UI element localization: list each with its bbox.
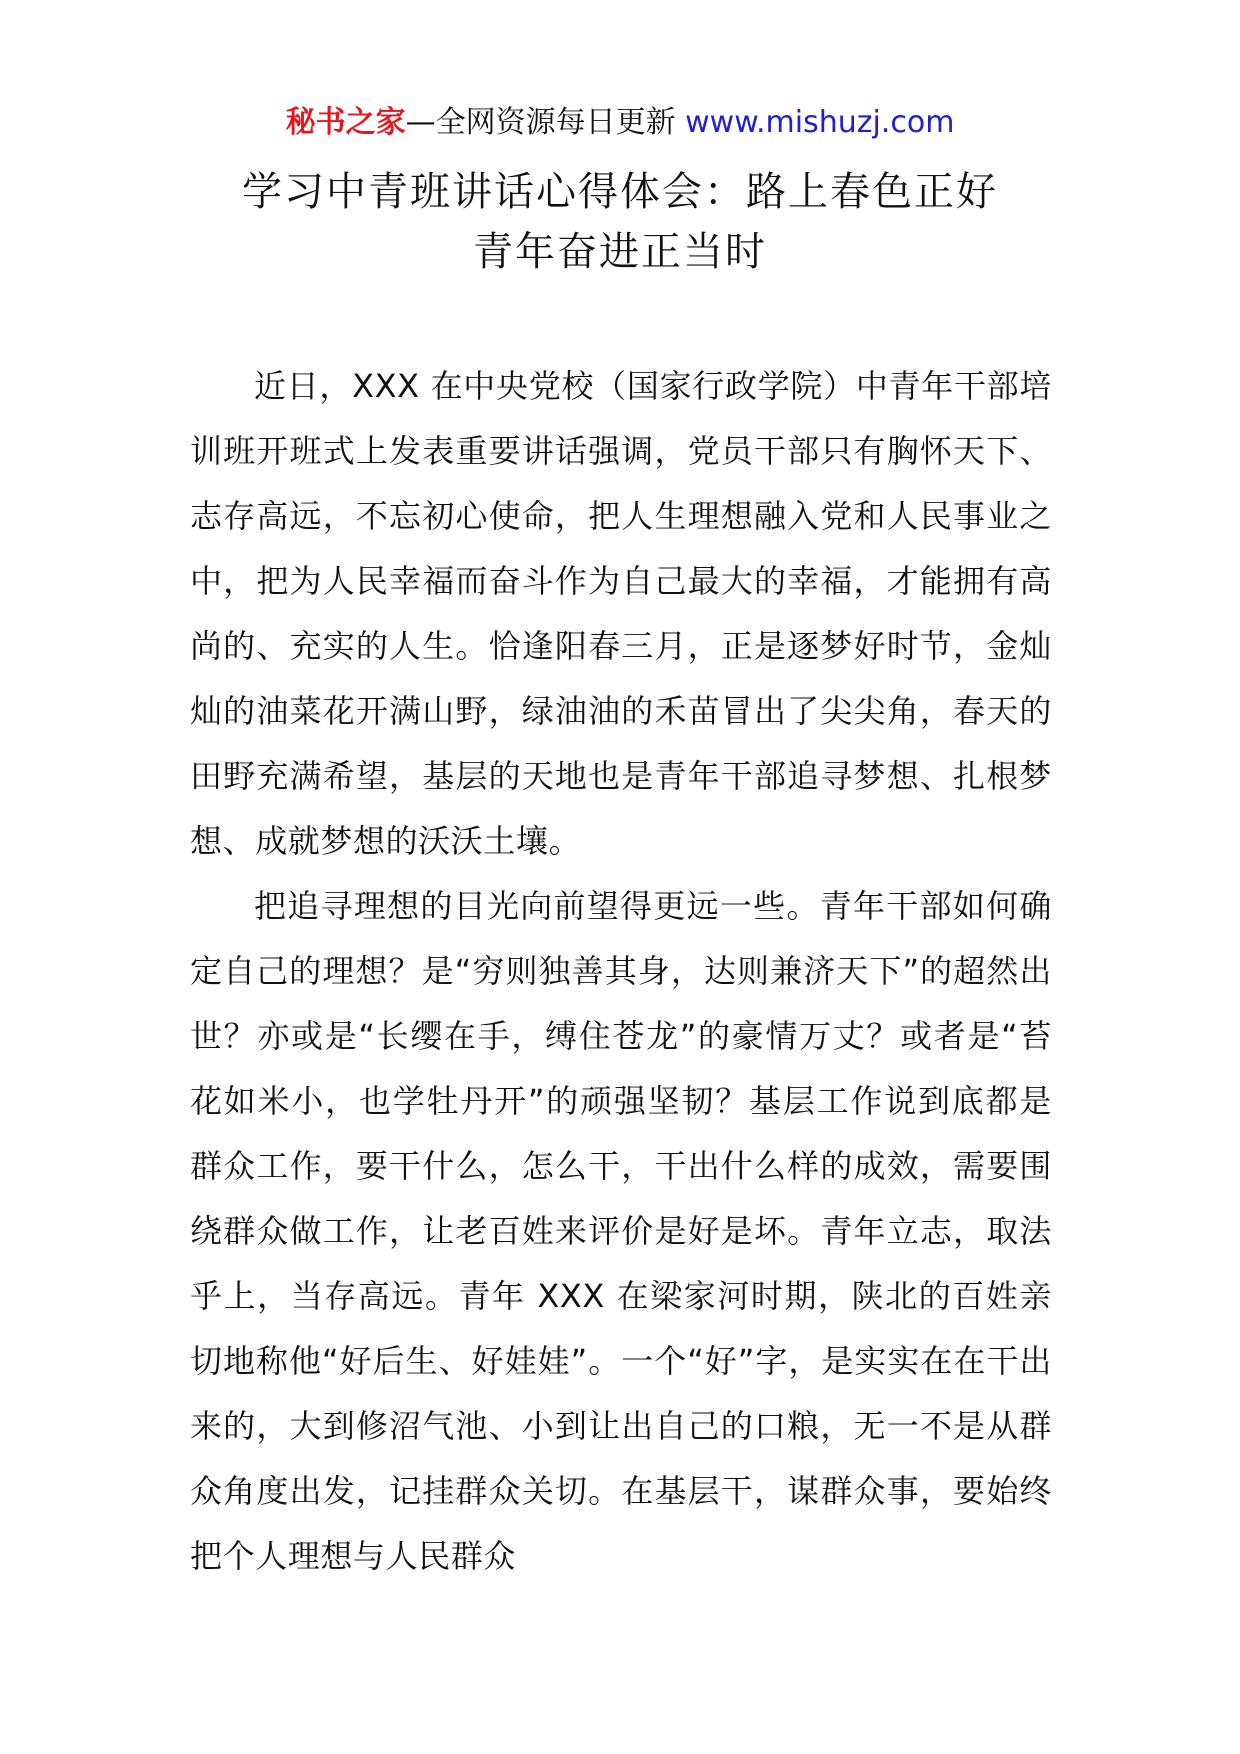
document-body bbox=[190, 354, 1052, 1589]
brand-name: 秘书之家 bbox=[285, 105, 406, 140]
header-tagline: —全网资源每日更新 bbox=[405, 105, 676, 140]
title-line-1: 学习中青班讲话心得体会：路上春色正好 bbox=[242, 169, 998, 215]
site-header bbox=[0, 103, 1240, 143]
body-paragraph-1: 近日，XXX 在中央党校（国家行政学院）中青年干部培训班开班式上发表重要讲话强调，党员干部只有胸怀天下、志存高远，不忘初心使命，把人生理想融入党和人民事业之中，把为人民幸福而奋斗作为自己最大的幸福，才能拥有高尚的、充实的人生。恰逢阳春三月，正是逐梦好时节，金灿灿的油菜花开满山野，绿油油的禾苗冒出了尖尖角，春天的田野充满希望，基层的天地也是青年干部追寻梦想、扎根梦想、成就梦想的沃沃土壤。 bbox=[190, 367, 1052, 860]
body-paragraph-2: 把追寻理想的目光向前望得更远一些。青年干部如何确定自己的理想？是“穷则独善其身，达则兼济天下”的超然出世？亦或是“长缨在手，缚住苍龙”的豪情万丈？或者是“苔花如米小，也学牡丹开”的顽强坚韧？基层工作说到底都是群众工作，要干什么，怎么干，干出什么样的成效，需要围绕群众做工作，让老百姓来评价是好是坏。青年立志，取法乎上，当存高远。青年 XXX 在梁家河时期，陕北的百姓亲切地称他“好后生、好娃娃”。一个“好”字，是实实在在干出来的，大到修沼气池、小到让出自己的口粮，无一不是从群众角度出发，记挂群众关切。在基层干，谋群众事，要始终把个人理想与人民群众 bbox=[190, 887, 1052, 1575]
title-line-2: 青年奋进正当时 bbox=[473, 229, 767, 275]
document-title bbox=[0, 162, 1240, 282]
site-url-link[interactable]: www.mishuzj.com bbox=[685, 105, 955, 140]
